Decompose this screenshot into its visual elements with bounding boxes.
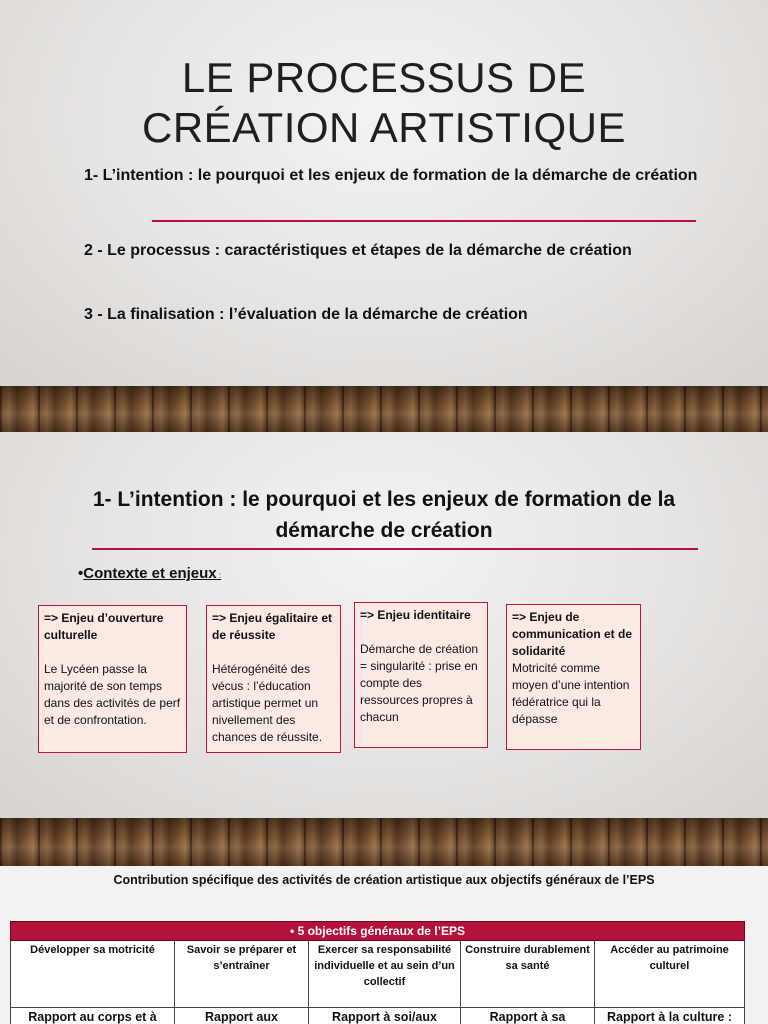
slide-2-divider [92,548,698,550]
slide-1-title-line-2: CRÉATION ARTISTIQUE [141,104,626,151]
card-heading: => Enjeu de communication et de solidarité [512,610,633,658]
slide-2-title: 1- L’intention : le pourquoi et les enjeux de formation de la démarche de création [92,488,676,542]
slide-1-title-line-1: LE PROCESSUS DE [181,54,587,101]
table-cell-objective: Exercer sa responsabilité individuelle et au sein d’un collectif [309,941,461,1008]
context-bullet [78,565,221,582]
outline-divider [152,220,696,222]
table-cell-objective: Savoir se préparer et s’entraîner [175,941,309,1008]
table-cell-rapport: Rapport à la culture : [595,1008,745,1024]
table-cell-objective: Accéder au patrimoine culturel [595,941,745,1008]
bullet-suffix: : [216,571,222,580]
table-cell-rapport: Rapport à sa [461,1008,595,1024]
outline-item-1: 1- L’intention : le pourquoi et les enjeux de formation de la démarche de création [84,167,698,184]
wood-floor-band [0,818,768,866]
outline-item-3: 3 - La finalisation : l’évaluation de la démarche de création [84,306,528,323]
slide-1 [0,0,768,386]
slide-3 [0,866,768,1024]
slide-3-title: Contribution spécifique des activités de création artistique aux objectifs généraux de l’EPS [113,873,655,887]
outline-item-2: 2 - Le processus : caractéristiques et étapes de la démarche de création [84,242,632,259]
wood-floor-band [0,386,768,432]
card-heading: => Enjeu égalitaire et de réussite [212,611,333,642]
card-heading: => Enjeu d’ouverture culturelle [44,611,164,642]
table-cell-objective: Développer sa motricité [11,941,175,1008]
card-communication-solidarity [506,604,641,750]
bullet-mark: • [78,565,84,582]
card-cultural-openness [38,605,187,753]
card-body: Démarche de création = singularité : prise en compte des ressources propres à chacun [360,642,479,724]
table-cell-rapport: Rapport à soi/aux [309,1008,461,1024]
table-cell-rapport: Rapport aux [175,1008,309,1024]
card-body: Le Lycéen passe la majorité de son temps dans des activités de perf et de confrontation. [44,662,181,727]
card-equality-success [206,605,341,753]
table-header: • 5 objectifs généraux de l’EPS [11,922,745,941]
table-cell-objective: Construire durablement sa santé [461,941,595,1008]
card-identity [354,602,488,748]
table-cell-rapport: Rapport au corps et à [11,1008,175,1024]
slide-2 [0,432,768,818]
objectives-table [10,921,745,1024]
card-heading: => Enjeu identitaire [360,608,471,622]
card-body: Hétérogénéité des vécus : l’éducation artistique permet un nivellement des chances de réussite. [212,662,323,744]
bullet-text: Contexte et enjeux [83,565,217,582]
card-body: Motricité comme moyen d’une intention fédératrice qui la dépasse [512,661,630,726]
